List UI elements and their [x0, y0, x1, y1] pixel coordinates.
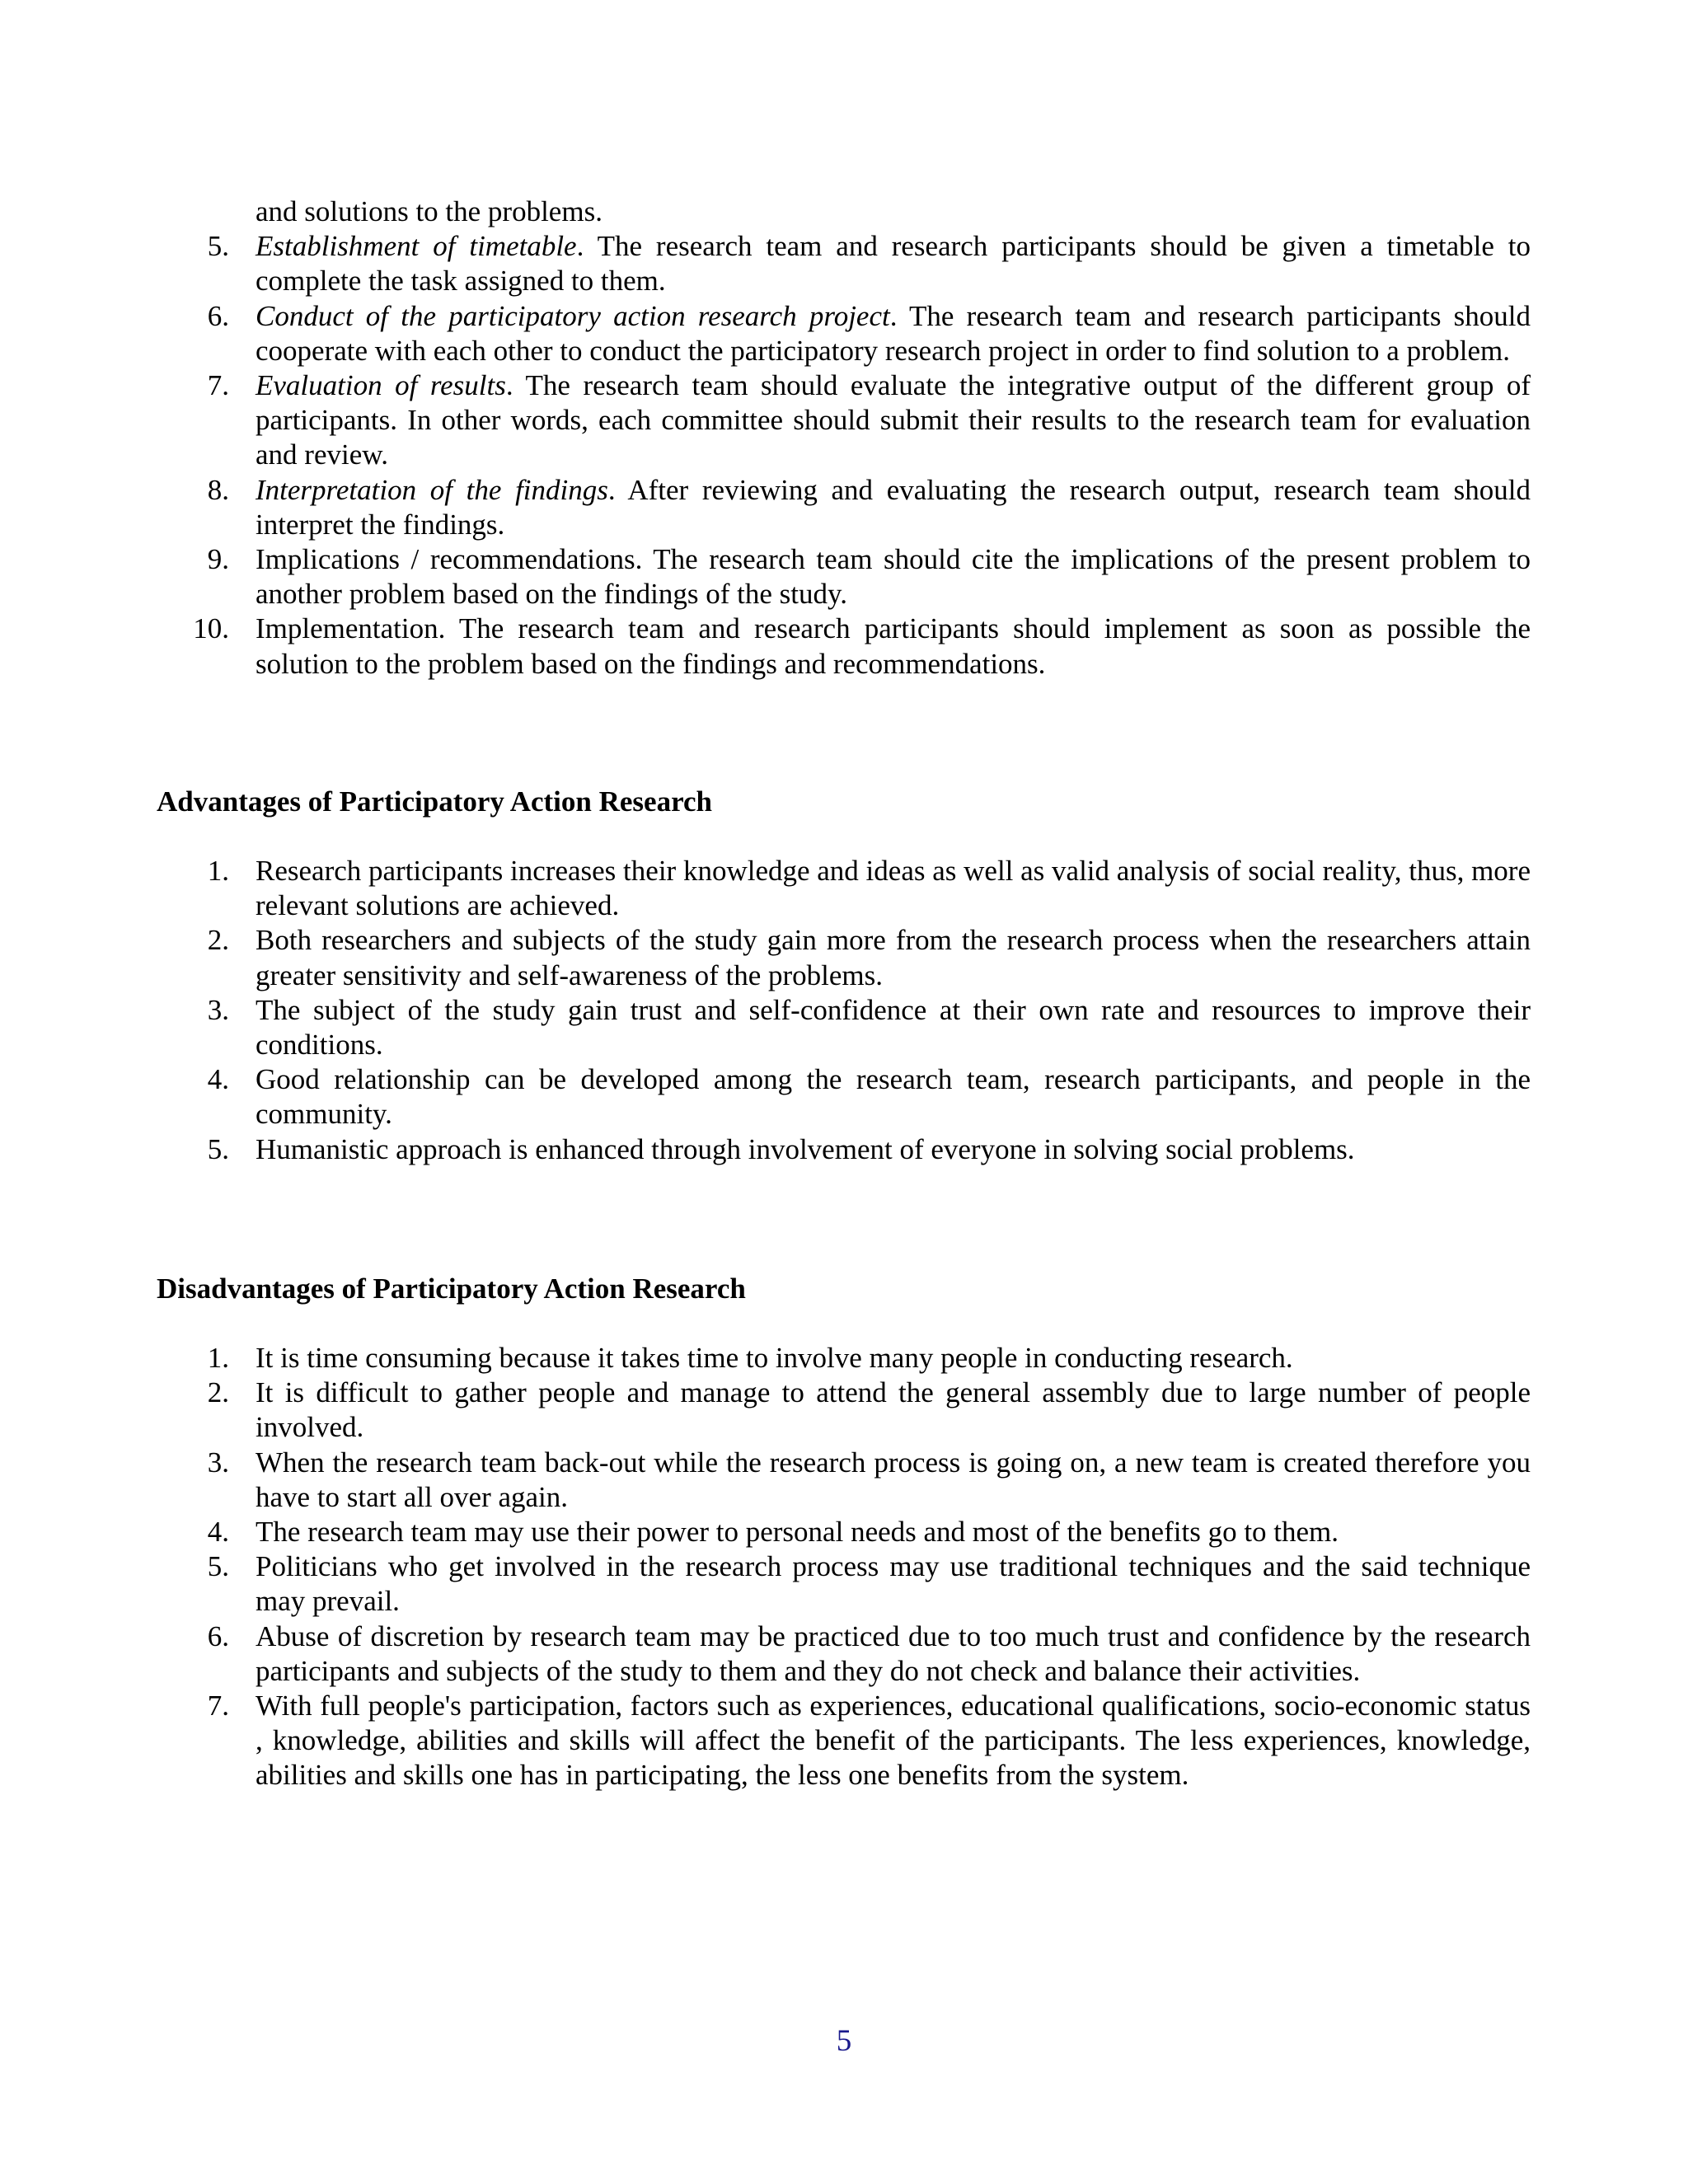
steps-list [0, 194, 1688, 682]
list-item-text: Both researchers and subjects of the study gain more from the research process when the researchers attain greater sensitivity and self-awareness of the problems. [256, 924, 1531, 991]
list-item-text: It is time consuming because it takes time to involve many people in conducting research. [256, 1342, 1293, 1374]
list-item-text: . The research team and research participants should cooperate with each other to conduct the participatory research project in order to find solution to a problem. [256, 299, 1531, 367]
list-item-text: It is difficult to gather people and manage to attend the general assembly due to large number of people involved. [256, 1376, 1531, 1444]
disadvantages-list [0, 1341, 1688, 1793]
list-item [0, 1515, 1531, 1549]
list-item [0, 473, 1531, 542]
list-item-title: Interpretation of the findings [256, 473, 608, 506]
list-item-text: The research team may use their power to personal needs and most of the benefits go to them. [256, 1516, 1339, 1549]
list-item-title: Conduct of the participatory action research project [256, 299, 890, 332]
page-number: 5 [836, 2024, 852, 2058]
list-item-continuation [0, 194, 1531, 229]
continuation-text: and solutions to the problems. [256, 195, 603, 227]
list-item-text: Humanistic approach is enhanced through involvement of everyone in solving social problems. [256, 1132, 1355, 1165]
list-item [0, 1376, 1531, 1445]
list-item-text: When the research team back-out while the research process is going on, a new team is created therefore you have to start all over again. [256, 1446, 1531, 1513]
list-item-number: 1. [207, 1342, 229, 1374]
list-item-number: 3. [207, 1446, 229, 1479]
list-item [0, 993, 1531, 1062]
list-item-number: 5. [207, 230, 229, 263]
list-item-text: Implementation. The research team and research participants should implement as soon as possible the solution to the problem based on the findings and recommendations. [256, 612, 1531, 680]
list-item-text: Abuse of discretion by research team may be practiced due to too much trust and confidence by the research participants and subjects of the study to them and they do not check and balance their activities. [256, 1619, 1531, 1687]
list-item-number: 4. [207, 1063, 229, 1096]
list-item-number: 6. [207, 299, 229, 332]
list-item-number: 1. [207, 855, 229, 887]
list-item-title: Evaluation of results [256, 369, 506, 402]
list-item-number: 5. [207, 1550, 229, 1583]
list-item [0, 368, 1531, 473]
list-item [0, 299, 1531, 368]
advantages-heading: Advantages of Participatory Action Research [157, 785, 712, 818]
list-item-title: Establishment of timetable [256, 230, 577, 263]
list-item [0, 1689, 1531, 1793]
list-item [0, 229, 1531, 298]
list-item-text: Good relationship can be developed among the research team, research participants, and people in the community. [256, 1063, 1531, 1131]
list-item-text: With full people's participation, factors such as experiences, educational qualifications, socio-economic status , knowledge, abilities and skills will affect the benefit of the participants. The less experiences, knowledge, abilities and skills one has in participating, the less one benefits from the system. [256, 1690, 1531, 1792]
list-item-text: Politicians who get involved in the research process may use traditional techniques and the said technique may prevail. [256, 1550, 1531, 1618]
advantages-list [0, 854, 1688, 1167]
list-item [0, 1062, 1531, 1132]
list-item-number: 5. [207, 1132, 229, 1165]
list-item-text: Implications / recommendations. The research team should cite the implications of the present problem to another problem based on the findings of the study. [256, 543, 1531, 611]
list-item-number: 6. [207, 1619, 229, 1652]
list-item-text: . After reviewing and evaluating the research output, research team should interpret the findings. [256, 473, 1531, 541]
list-item-number: 2. [207, 924, 229, 957]
list-item-number: 4. [207, 1516, 229, 1549]
list-item-text: Research participants increases their knowledge and ideas as well as valid analysis of social reality, thus, more relevant solutions are achieved. [256, 855, 1531, 922]
list-item [0, 542, 1531, 612]
list-item-text: . The research team and research participants should be given a timetable to complete the task assigned to them. [256, 230, 1531, 298]
list-item-number: 10. [193, 612, 229, 645]
list-item [0, 1341, 1531, 1376]
list-item-text: . The research team should evaluate the integrative output of the different group of participants. In other words, each committee should submit their results to the research team for evaluation and review. [256, 369, 1531, 471]
list-item [0, 1132, 1531, 1167]
list-item-number: 9. [207, 543, 229, 576]
disadvantages-heading: Disadvantages of Participatory Action Research [157, 1272, 746, 1305]
list-item-number: 7. [207, 369, 229, 402]
list-item [0, 1619, 1531, 1689]
list-item-number: 8. [207, 473, 229, 506]
list-item [0, 1446, 1531, 1515]
list-item-text: The subject of the study gain trust and self-confidence at their own rate and resources to improve their conditions. [256, 993, 1531, 1062]
list-item [0, 1549, 1531, 1619]
list-item [0, 612, 1531, 681]
list-item [0, 854, 1531, 923]
list-item-number: 2. [207, 1376, 229, 1409]
list-item [0, 923, 1531, 992]
list-item-number: 7. [207, 1690, 229, 1722]
list-item-number: 3. [207, 993, 229, 1026]
